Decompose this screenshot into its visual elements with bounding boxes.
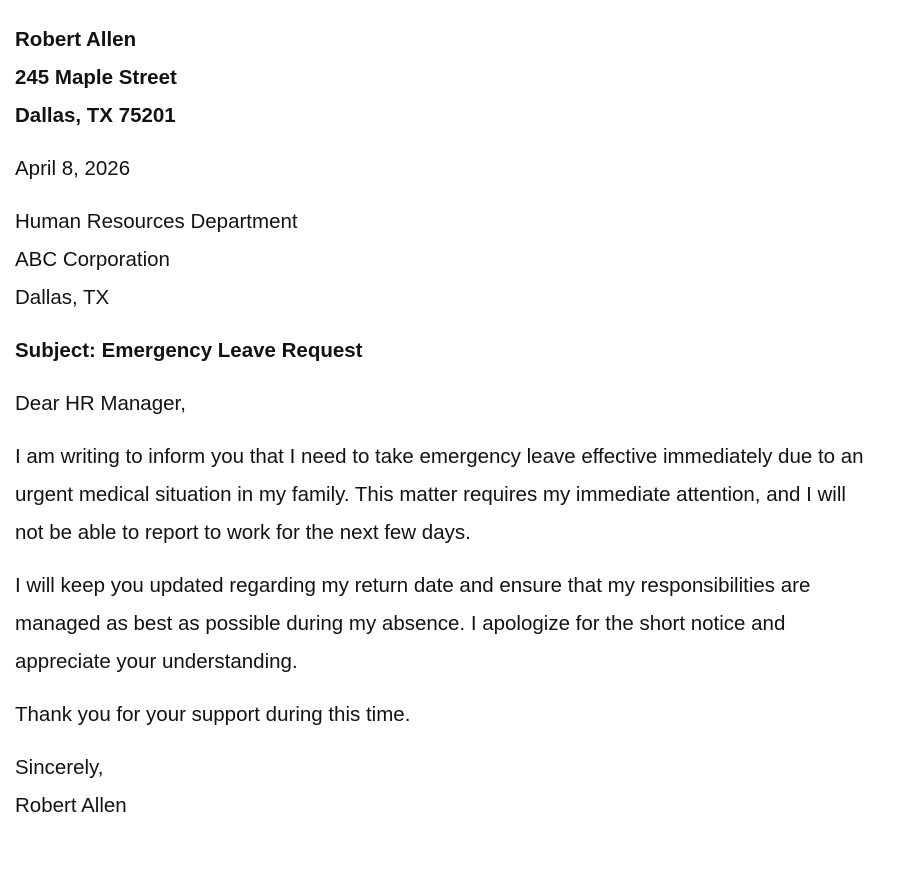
body-paragraph-2: I will keep you updated regarding my return date and ensure that my responsibilities are managed as best as possible during my absence. I apologize for the short notice and appreciate your understanding. (15, 574, 811, 673)
recipient-company: ABC Corporation (15, 248, 170, 271)
subject-line: Subject: Emergency Leave Request (15, 339, 363, 362)
signature-name: Robert Allen (15, 794, 127, 817)
body-paragraph-1: I am writing to inform you that I need to take emergency leave effective immediately due to an urgent medical situation in my family. This matter requires my immediate attention, and I will not be able to report to work for the next few days. (15, 445, 864, 544)
sender-address-block (15, 21, 872, 135)
recipient-department: Human Resources Department (15, 210, 298, 233)
body-paragraph-3: Thank you for your support during this time. (15, 703, 411, 726)
sender-street: 245 Maple Street (15, 66, 177, 89)
recipient-address-block (15, 203, 872, 317)
recipient-city: Dallas, TX (15, 286, 110, 309)
sender-name: Robert Allen (15, 28, 137, 51)
signature-block (15, 749, 872, 825)
closing: Sincerely, (15, 756, 104, 779)
salutation: Dear HR Manager, (15, 392, 186, 415)
letter-date: April 8, 2026 (15, 157, 131, 180)
sender-city: Dallas, TX 75201 (15, 104, 176, 127)
